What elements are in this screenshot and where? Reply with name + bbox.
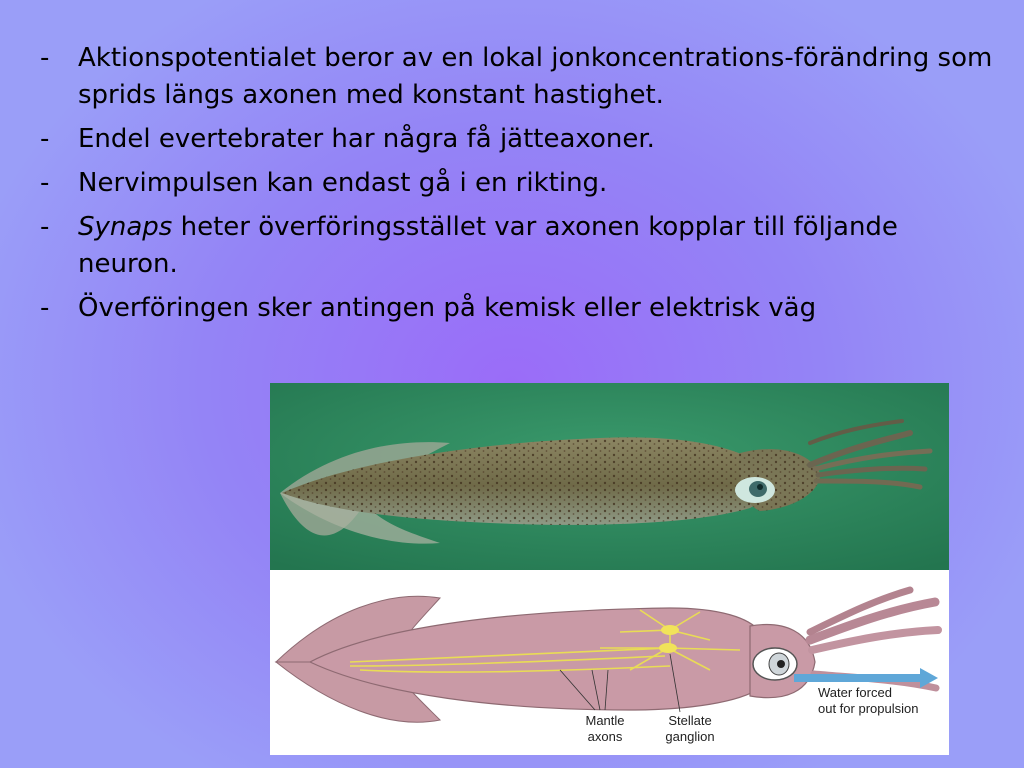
- bullet-item: [38, 40, 998, 114]
- bullet-text: heter överföringsstället var axonen kopplar till följande neuron.: [78, 212, 898, 279]
- bullet-dash: -: [40, 212, 50, 242]
- bullet-text: Nervimpulsen kan endast gå i en rikting.: [78, 168, 608, 198]
- bullet-item: [38, 121, 998, 158]
- bullet-text: Endel evertebrater har några få jätteaxoner.: [78, 124, 655, 154]
- label-mantle-axons: Mantle axons: [585, 713, 625, 744]
- bullet-dash: -: [40, 293, 50, 323]
- bullet-italic-term: Synaps: [78, 212, 173, 242]
- label-stellate-ganglion: Stellate ganglion: [665, 713, 715, 744]
- bullet-item: [38, 209, 998, 283]
- bullet-dash: -: [40, 168, 50, 198]
- bullet-item: [38, 290, 998, 327]
- bullet-dash: -: [40, 124, 50, 154]
- squid-diagram: [270, 570, 949, 755]
- bullet-text: Aktionspotentialet beror av en lokal jonkoncentrations-förändring som sprids längs axonen med konstant hastighet.: [78, 43, 993, 110]
- squid-photo: [270, 383, 949, 570]
- bullet-text: Överföringen sker antingen på kemisk eller elektrisk väg: [78, 293, 817, 323]
- bullet-item: [38, 165, 998, 202]
- squid-photo-illustration: [270, 383, 949, 570]
- bullet-list: [38, 40, 998, 334]
- label-water-propulsion: Water forced out for propulsion: [818, 685, 919, 716]
- bullet-dash: -: [40, 43, 50, 73]
